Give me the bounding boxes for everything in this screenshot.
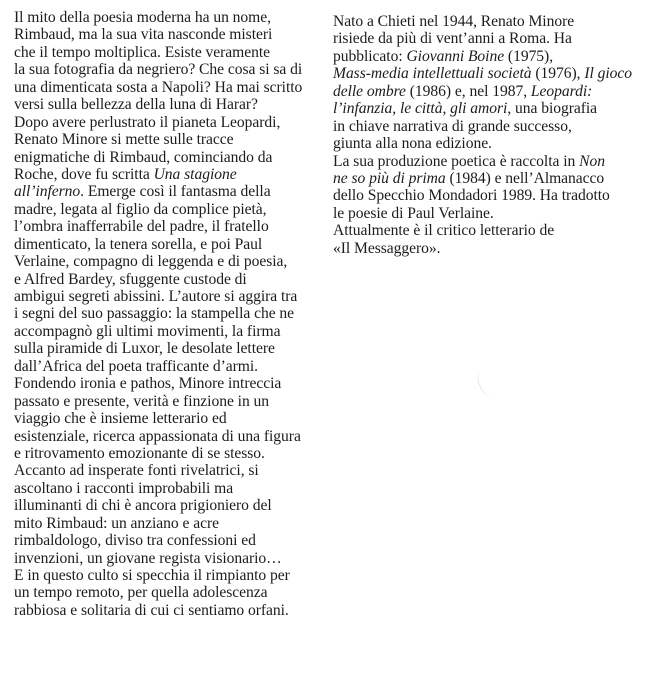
text-run: . Emerge così il fantasma della — [80, 183, 271, 201]
text-line — [14, 183, 302, 200]
text-line: un tempo remoto, per quella adolescenza — [14, 584, 268, 602]
text-line: ambigui segreti abissini. L’autore si aggira tra — [14, 288, 298, 305]
text-run: La sua produzione poetica è raccolta in — [333, 152, 580, 170]
text-line: passato e presente, verità e finzione in un — [14, 392, 270, 410]
italic-title: Una stagione — [153, 165, 237, 183]
text-line: «Il Messaggero». — [333, 239, 441, 257]
text-line: Fondendo ironia e pathos, Minore intreccia — [14, 375, 282, 393]
text-run: (1976), — [531, 65, 585, 83]
text-line: dall’Africa del poeta trafficante d’armi. — [14, 357, 259, 375]
text-line: le poesie di Paul Verlaine. — [333, 204, 494, 222]
text-line: Il mito della poesia moderna ha un nome, — [14, 9, 271, 26]
text-line: esistenziale, ricerca appassionata di una figura — [14, 427, 301, 445]
scan-mark — [475, 369, 498, 399]
italic-title: l’infanzia, le città, gli amori — [333, 100, 508, 118]
text-line: Nato a Chieti nel 1944, Renato Minore — [333, 13, 575, 30]
author-bio-column — [333, 13, 632, 257]
italic-title: Leopardi: — [530, 82, 593, 100]
text-line: viaggio che è insieme letterario ed — [14, 410, 227, 428]
italic-title: all’inferno — [14, 183, 81, 201]
text-line — [333, 83, 632, 100]
text-line: una dimenticata sosta a Napoli? Ha mai scritto — [14, 78, 303, 96]
text-line: E in questo culto si specchia il rimpianto per — [14, 567, 290, 584]
text-line: rimbaldologo, diviso tra confessioni ed — [14, 532, 256, 550]
text-line — [333, 153, 632, 170]
text-line: mito Rimbaud: un anziano e acre — [14, 514, 219, 532]
text-run: Roche, dove fu scritta — [14, 165, 154, 183]
text-line: risiede da più di vent’anni a Roma. Ha — [333, 30, 572, 48]
text-line: Attualmente è il critico letterario de — [333, 222, 555, 240]
text-line — [14, 166, 302, 183]
text-line: illuminanti di chi è ancora prigioniero del — [14, 497, 272, 515]
text-line: e ritrovamento emozionante di se stesso. — [14, 444, 265, 462]
italic-title: ne so più di prima — [333, 169, 446, 187]
text-line: i segni del suo passaggio: la stampella che ne — [14, 305, 295, 323]
text-line: in chiave narrativa di grande successo, — [333, 117, 572, 135]
text-line — [333, 48, 632, 65]
text-line: enigmatiche di Rimbaud, cominciando da — [14, 148, 273, 166]
italic-title: Giovanni Boine — [406, 47, 505, 65]
synopsis-column — [14, 9, 302, 619]
text-run: (1975), — [504, 47, 554, 65]
text-line: e Alfred Bardey, sfuggente custode di — [14, 270, 247, 288]
text-line: madre, legata al figlio da complice pietà, — [14, 200, 267, 218]
text-run: pubblicato: — [333, 47, 407, 65]
text-line: Dopo avere perlustrato il pianeta Leopardi, — [14, 113, 281, 131]
text-line — [333, 65, 632, 82]
text-line: giunta alla nona edizione. — [333, 135, 492, 153]
text-line: sulla piramide di Luxor, le desolate lettere — [14, 340, 275, 358]
text-line: dello Specchio Mondadori 1989. Ha tradotto — [333, 187, 610, 205]
text-line: accompagnò gli ultimi movimenti, la firma — [14, 322, 281, 340]
text-line: Accanto ad insperate fonti rivelatrici, si — [14, 462, 259, 480]
text-line — [333, 170, 632, 187]
text-line: Verlaine, compagno di leggenda e di poesia, — [14, 253, 288, 271]
text-run: (1984) e nell’Almanacco — [445, 169, 605, 187]
italic-title: Il gioco — [584, 65, 632, 83]
italic-title: Non — [579, 152, 605, 170]
text-line: versi sulla bellezza della luna di Harar? — [14, 96, 258, 114]
text-line: l’ombra inafferrabile del padre, il fratello — [14, 218, 269, 236]
text-line: Renato Minore si mette sulle tracce — [14, 131, 234, 149]
text-run: , una biografia — [507, 100, 598, 118]
text-line: dimenticato, la tenera sorella, e poi Paul — [14, 235, 263, 253]
text-line: invenzioni, un giovane regista visionario… — [14, 549, 282, 567]
text-line: rabbiosa e solitaria di cui ci sentiamo orfani. — [14, 601, 289, 619]
text-line: la sua fotografia da negriero? Che cosa si sa di — [14, 61, 303, 79]
text-line: che il tempo moltiplica. Esiste veramente — [14, 43, 271, 61]
italic-title: delle ombre — [333, 82, 406, 100]
text-line: Rimbaud, ma la sua vita nasconde misteri — [14, 26, 273, 44]
italic-title: Mass-media intellettuali società — [333, 65, 532, 83]
text-line: ascoltano i racconti improbabili ma — [14, 479, 234, 497]
text-line — [333, 100, 632, 117]
text-run: (1986) e, nel 1987, — [405, 82, 531, 100]
